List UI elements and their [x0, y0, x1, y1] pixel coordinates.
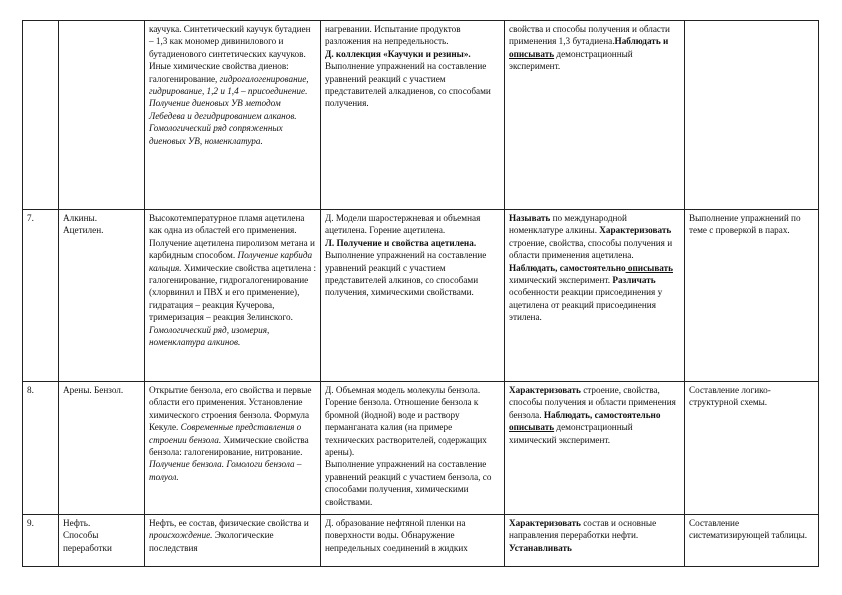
content-text: каучука. Синтетический каучук бутадиен – 1,3 как мономер дивинилового и бутадиенового синтетических каучуков. Иные химические свойства диенов: галогенирование, — [149, 24, 311, 84]
demo-text: Выполнение упражнений на составление уравнений реакций с участием представителей алкадиенов, со способами получения. — [325, 61, 491, 109]
demo-paragraph — [325, 212, 500, 237]
lesson-content-cell — [145, 210, 321, 382]
demo-paragraph — [325, 458, 500, 508]
demo-experiment-cell — [321, 210, 505, 382]
demo-paragraph — [325, 249, 500, 299]
demo-paragraph — [325, 23, 500, 48]
topic-line: Арены. Бензол. — [63, 385, 124, 395]
student-activity-cell — [505, 382, 685, 515]
demo-paragraph — [325, 517, 500, 554]
lesson-content-cell — [145, 382, 321, 515]
content-text: Открытие бензола, его свойства и первые области его применения. Установление химического строения бензола. Формула Кекуле. — [149, 385, 312, 433]
demo-text: Выполнение упражнений на составление уравнений реакций с участием бензола, со способами получения, химическими свойствами. — [325, 459, 492, 507]
table-row — [23, 382, 819, 515]
lesson-number: 7. — [27, 213, 34, 223]
content-text: Высокотемпературное пламя ацетилена как одна из областей его применения. Получение ацетилена пиролизом метана и карбидным способом. — [149, 213, 315, 261]
lesson-plan-table — [22, 20, 819, 567]
activity-text: Характеризовать — [599, 225, 672, 236]
topic-line: Ацетилен. — [63, 225, 104, 236]
activity-text: описывать — [509, 48, 555, 59]
lesson-topic-cell — [59, 382, 145, 515]
work-form-cell — [685, 515, 819, 567]
content-text: Современные представления о строении бензола. — [149, 422, 302, 445]
topic-line: Алкины. — [63, 213, 97, 223]
table-row — [23, 21, 819, 210]
student-activity-cell — [505, 515, 685, 567]
activity-text: демонстрационный химический эксперимент. — [509, 422, 633, 445]
demo-text: Д. Модели шаростержневая и объемная ацетилена. Горение ацетилена. — [325, 213, 481, 236]
work-form-text: Составление систематизирующей таблицы. — [689, 518, 808, 541]
activity-text: Называть — [509, 213, 551, 223]
work-form-cell — [685, 210, 819, 382]
activity-text: особенности реакции присоединения у ацетилена от реакций присоединения этилена. — [509, 287, 663, 323]
activity-text: Характеризовать — [509, 385, 581, 395]
work-form-cell — [685, 382, 819, 515]
lesson-content-cell — [145, 515, 321, 567]
topic-line: переработки — [63, 542, 112, 553]
demo-experiment-cell — [321, 21, 505, 210]
lesson-number-cell — [23, 515, 59, 567]
demo-text: Д. Объемная модель молекулы бензола. Горение бензола. Отношение бензола к бромной (йодной) воде и раствору перманганата калия (на примере технических растворителей, содержащих арены). — [325, 385, 487, 458]
lesson-number: 8. — [27, 385, 34, 395]
activity-text: строение, свойства, способы получения и области применения бензола. — [509, 385, 676, 420]
lesson-number: 9. — [27, 518, 34, 528]
content-text: Гомологический ряд, изомерия, номенклатура алкинов. — [149, 324, 270, 348]
activity-text: Устанавливать — [509, 542, 572, 553]
activity-text: Наблюдать, самостоятельно — [543, 409, 661, 420]
demo-paragraph — [325, 60, 500, 110]
activity-text: Наблюдать и — [614, 36, 669, 47]
demo-text: Д. коллекция «Каучуки и резины». — [325, 48, 471, 59]
activity-text: описывать — [625, 262, 674, 273]
table-body — [23, 21, 819, 567]
activity-text: состав и основные направления переработки нефти. — [509, 518, 657, 541]
demo-paragraph — [325, 237, 500, 249]
activity-text: химический эксперимент. — [509, 275, 613, 286]
activity-text: демонстрационный эксперимент. — [509, 48, 633, 72]
lesson-topic-cell — [59, 21, 145, 210]
demo-paragraph — [325, 48, 500, 60]
demo-paragraph — [325, 384, 500, 458]
content-text: Химические свойства бензола: галогенирование, нитрование. — [149, 434, 309, 458]
student-activity-cell — [505, 21, 685, 210]
activity-text: Наблюдать, самостоятельно — [509, 262, 626, 273]
activity-text: по международной номенклатуре алкины. — [509, 213, 627, 236]
work-form-text: Выполнение упражнений по теме с проверкой в парах. — [689, 213, 801, 236]
content-text: Экологические последствия — [149, 530, 274, 553]
content-text: Получение бензола. Гомологи бензола – толуол. — [149, 459, 302, 482]
table-row — [23, 515, 819, 567]
activity-text: Характеризовать — [509, 518, 581, 528]
content-text: Химические свойства ацетилена : галогенирование, гидрогалогенирование (хлорвинил и ПВХ и его применение), гидратация – реакция Кучерова, тримеризация – реакция Зелинского. — [149, 262, 317, 323]
activity-text: свойства и способы получения и области применения 1,3 бутадиена. — [509, 24, 670, 47]
content-text: происхождение. — [149, 530, 213, 541]
topic-line: Способы — [63, 530, 99, 541]
demo-experiment-cell — [321, 515, 505, 567]
demo-text: Выполнение упражнений на составление уравнений реакций с участием представителей алкинов, со способами получения, химическими свойствами. — [325, 250, 487, 298]
activity-text: описывать — [509, 422, 555, 433]
activity-text: строение, свойства, способы получения и области применения ацетилена. — [509, 237, 673, 261]
content-text: Получение карбида кальция. — [149, 250, 313, 273]
table-row — [23, 210, 819, 382]
content-text: гидрогалогенирование, гидрирование, 1,2 и 1,4 – присоединение. Получение диеновых УВ методом Лебедева и дегидрированием алканов. Гомологический ряд сопряженных диеновых УВ, номенклатура. — [149, 73, 309, 146]
lesson-topic-cell — [59, 210, 145, 382]
lesson-number-cell — [23, 382, 59, 515]
lesson-content-cell — [145, 21, 321, 210]
content-text: Нефть, ее состав, физические свойства и — [149, 518, 309, 528]
lesson-number-cell — [23, 21, 59, 210]
student-activity-cell — [505, 210, 685, 382]
demo-text: Л. Получение и свойства ацетилена. — [325, 237, 477, 248]
activity-text: Различать — [612, 275, 656, 286]
lesson-topic-cell — [59, 515, 145, 567]
demo-experiment-cell — [321, 382, 505, 515]
lesson-number-cell — [23, 210, 59, 382]
demo-text: нагревании. Испытание продуктов разложения на непредельность. — [325, 24, 461, 47]
topic-line: Нефть. — [63, 518, 91, 528]
demo-text: Д. образование нефтяной пленки на поверхности воды. Обнаружение непредельных соединений в жидких — [325, 518, 468, 553]
work-form-cell — [685, 21, 819, 210]
work-form-text: Составление логико-структурной схемы. — [689, 385, 771, 408]
